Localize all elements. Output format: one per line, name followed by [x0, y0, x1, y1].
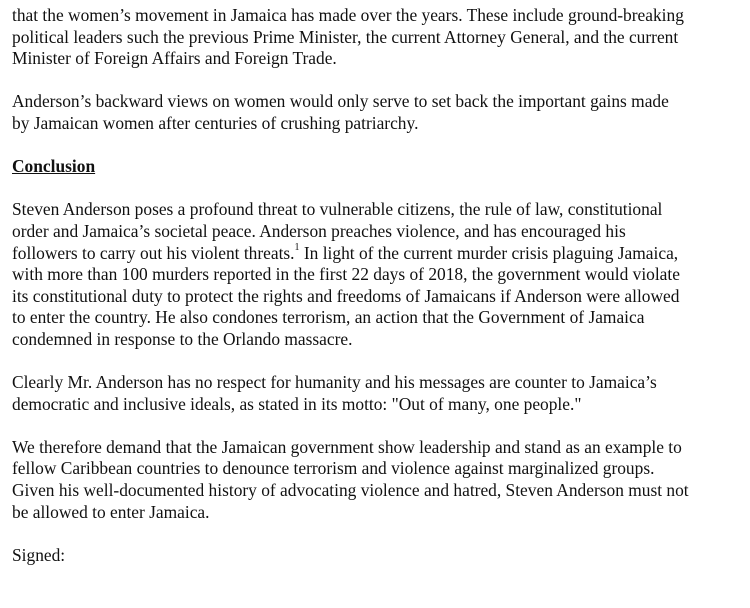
text-line: to enter the country. He also condones terrorism, an action that the Government of Jamaica	[12, 307, 645, 328]
text-line: Anderson’s backward views on women would only serve to set back the important gains made	[12, 91, 669, 112]
text-segment: followers to carry out his violent threats.	[12, 242, 295, 263]
text-line: by Jamaican women after centuries of crushing patriarchy.	[12, 112, 419, 133]
text-line: condemned in response to the Orlando massacre.	[12, 328, 353, 349]
paragraph-backward-views	[12, 91, 748, 134]
paragraph-threat	[12, 199, 748, 350]
text-segment: In light of the current murder crisis plaguing Jamaica,	[299, 242, 679, 263]
paragraph-womens-movement	[12, 5, 748, 70]
text-line: Minister of Foreign Affairs and Foreign Trade.	[12, 48, 337, 69]
text-line-with-footnote	[12, 243, 748, 265]
conclusion-heading: Conclusion	[12, 156, 96, 177]
text-line: political leaders such the previous Prime Minister, the current Attorney General, and the current	[12, 26, 679, 47]
paragraph-demand	[12, 437, 748, 523]
text-line: be allowed to enter Jamaica.	[12, 501, 210, 522]
text-line: We therefore demand that the Jamaican government show leadership and stand as an example to	[12, 436, 682, 457]
text-line: with more than 100 murders reported in the first 22 days of 2018, the government would violate	[12, 264, 680, 285]
text-line: democratic and inclusive ideals, as stated in its motto: "Out of many, one people."	[12, 393, 582, 414]
text-line: fellow Caribbean countries to denounce terrorism and violence against marginalized groups.	[12, 458, 655, 479]
text-line: its constitutional duty to protect the rights and freedoms of Jamaicans if Anderson were allowed	[12, 285, 680, 306]
text-line: that the women’s movement in Jamaica has made over the years. These include ground-breaking	[12, 5, 684, 25]
signed-label: Signed:	[12, 544, 66, 565]
text-line: Given his well-documented history of advocating violence and hatred, Steven Anderson must not	[12, 480, 689, 501]
paragraph-no-respect	[12, 372, 748, 415]
text-line: Steven Anderson poses a profound threat to vulnerable citizens, the rule of law, constitutional	[12, 199, 663, 220]
text-line: order and Jamaica’s societal peace. Anderson preaches violence, and has encouraged his	[12, 220, 626, 241]
footnote-marker[interactable]: 1	[294, 241, 300, 253]
document-page	[12, 5, 748, 566]
text-line: Clearly Mr. Anderson has no respect for humanity and his messages are counter to Jamaica’s	[12, 372, 657, 393]
